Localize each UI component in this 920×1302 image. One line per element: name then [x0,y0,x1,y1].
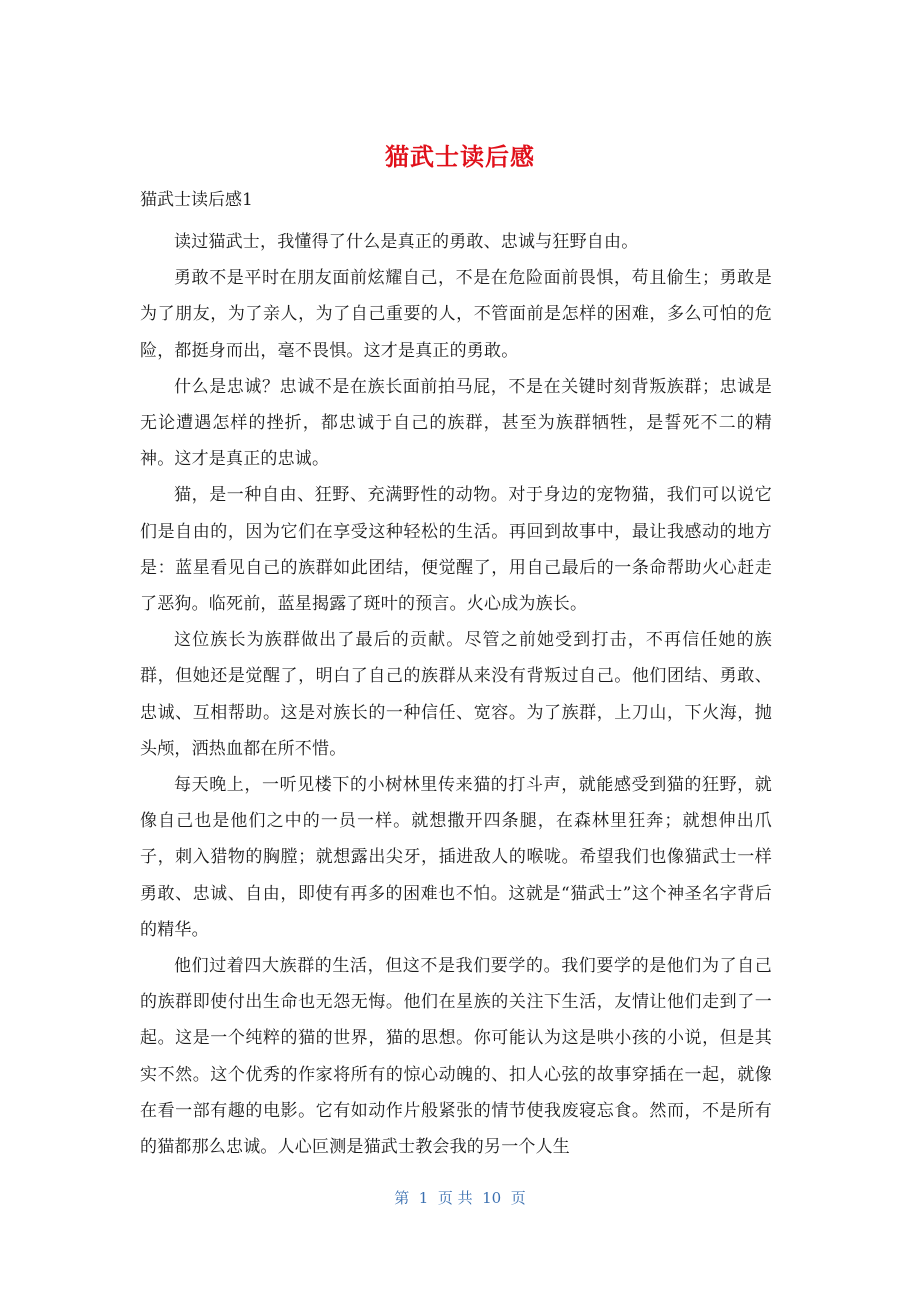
page-number: 第 1 页 共 10 页 [394,1189,526,1207]
section-heading: 猫武士读后感1 [140,190,253,210]
paragraph-night: 每天晚上，一听见楼下的小树林里传来猫的打斗声，就能感受到猫的狂野，就像自己也是他们之中的一员一样。就想撒开四条腿，在森林里狂奔；就想伸出爪子，刺入猎物的胸膛；就想露出尖牙，插进敌人的喉咙。希望我们也像猫武士一样勇敢、忠诚、自由，即使有再多的困难也不怕。这就是“猫武士”这个神圣名字背后的精华。 [140,775,772,940]
paragraph-clans: 他们过着四大族群的生活，但这不是我们要学的。我们要学的是他们为了自己的族群即使付出生命也无怨无悔。他们在星族的关注下生活，友情让他们走到了一起。这是一个纯粹的猫的世界，猫的思想。你可能认为这是哄小孩的小说，但是其实不然。这个优秀的作家将所有的惊心动魄的、扣人心弦的故事穿插在一起，就像在看一部有趣的电影。它有如动作片般紧张的情节使我废寝忘食。然而，不是所有的猫都那么忠诚。人心叵测是猫武士教会我的另一个人生 [140,956,772,1158]
paragraph-courage: 勇敢不是平时在朋友面前炫耀自己，不是在危险面前畏惧，苟且偷生；勇敢是为了朋友，为了亲人，为了自己重要的人，不管面前是怎样的困难，多么可怕的危险，都挺身而出，毫不畏惧。这才是真正的勇敢。 [140,268,772,361]
paragraph-freedom: 猫，是一种自由、狂野、充满野性的动物。对于身边的宠物猫，我们可以说它们是自由的，因为它们在享受这种轻松的生活。再回到故事中，最让我感动的地方是：蓝星看见自己的族群如此团结，便觉醒了，用自己最后的一条命帮助火心赶走了恶狗。临死前，蓝星揭露了斑叶的预言。火心成为族长。 [140,485,772,615]
paragraph-intro: 读过猫武士，我懂得了什么是真正的勇敢、忠诚与狂野自由。 [174,232,639,252]
paragraph-loyalty: 什么是忠诚？忠诚不是在族长面前拍马屁，不是在关键时刻背叛族群；忠诚是无论遭遇怎样的挫折，都忠诚于自己的族群，甚至为族群牺牲，是誓死不二的精神。这才是真正的忠诚。 [140,376,772,470]
page-title: 猫武士读后感 [385,143,535,171]
article-body [140,224,772,1165]
paragraph-leader: 这位族长为族群做出了最后的贡献。尽管之前她受到打击，不再信任她的族群，但她还是觉醒了，明白了自己的族群从来没有背叛过自己。他们团结、勇敢、忠诚、互相帮助。这是对族长的一种信任、宽容。为了族群，上刀山，下火海，抛头颅，洒热血都在所不惜。 [140,630,772,759]
